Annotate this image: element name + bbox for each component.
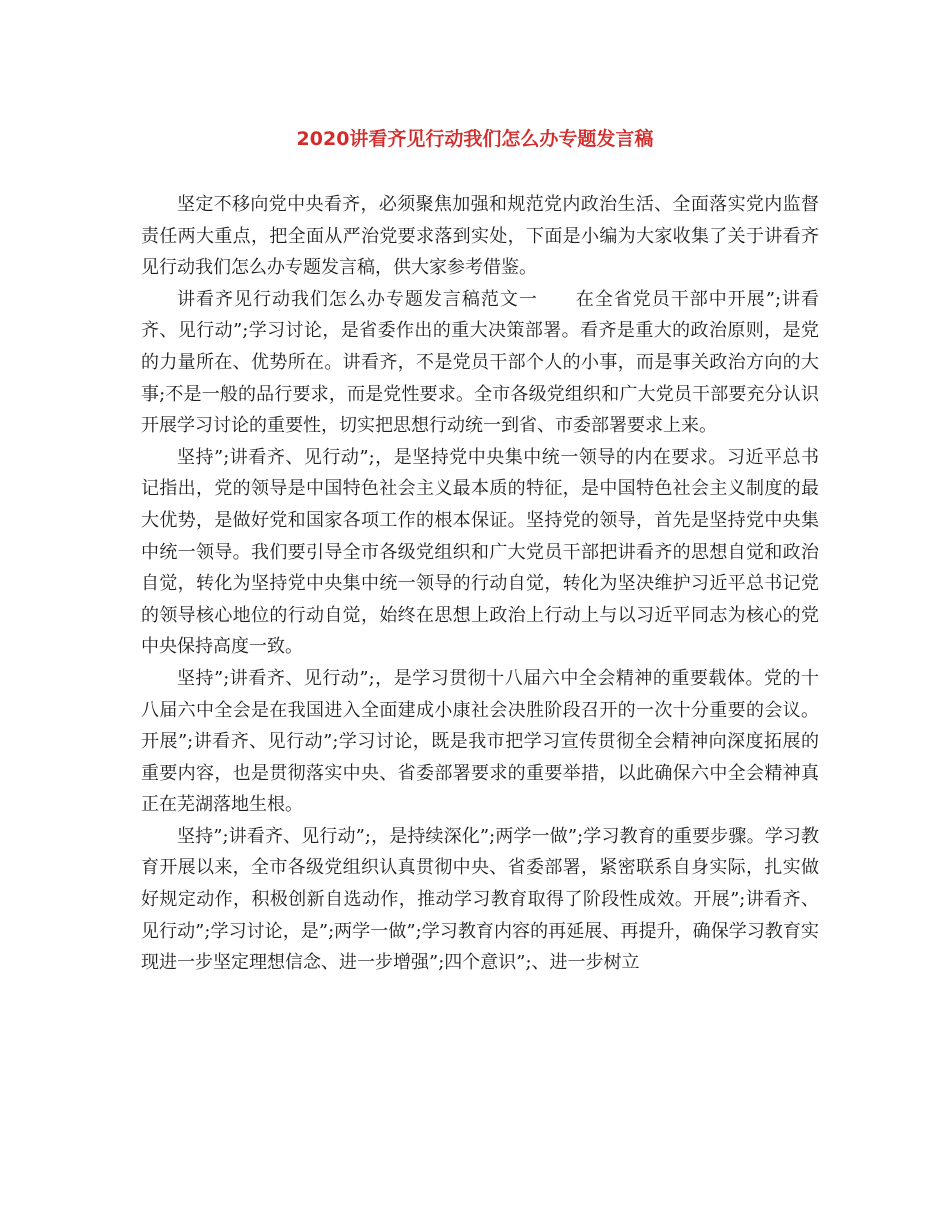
paragraph-intro: 坚定不移向党中央看齐，必须聚焦加强和规范党内政治生活、全面落实党内监督责任两大重点，把全面从严治党要求落到实处，下面是小编为大家收集了关于讲看齐见行动我们怎么办专题发言稿，供大家参考借鉴。 [141, 194, 819, 279]
paragraph-party-leadership: 坚持”;讲看齐、见行动”;，是坚持党中央集中统一领导的内在要求。习近平总书记指出，党的领导是中国特色社会主义最本质的特征，是中国特色社会主义制度的最大优势，是做好党和国家各项工作的根本保证。坚持党的领导，首先是坚持党中央集中统一领导。我们要引导全市各级党组织和广大党员干部把讲看齐的思想自觉和政治自觉，转化为坚持党中央集中统一领导的行动自觉，转化为坚决维护习近平总书记党的领导核心地位的行动自觉，始终在思想上政治上行动上与以习近平同志为核心的党中央保持高度一致。 [141, 446, 819, 658]
document-body [141, 189, 819, 979]
paragraph-sample-one: 讲看齐见行动我们怎么办专题发言稿范文一 在全省党员干部中开展”;讲看齐、见行动”;学习讨论，是省委作出的重大决策部署。看齐是重大的政治原则，是党的力量所在、优势所在。讲看齐，不是党员干部个人的小事，而是事关政治方向的大事;不是一般的品行要求，而是党性要求。全市各级党组织和广大党员干部要充分认识开展学习讨论的重要性，切实把思想行动统一到省、市委部署要求上来。 [141, 288, 819, 437]
paragraph-two-studies: 坚持”;讲看齐、见行动”;，是持续深化”;两学一做”;学习教育的重要步骤。学习教育开展以来，全市各级党组织认真贯彻中央、省委部署，紧密联系自身实际，扎实做好规定动作，积极创新自选动作，推动学习教育取得了阶段性成效。开展”;讲看齐、见行动”;学习讨论，是”;两学一做”;学习教育内容的再延展、再提升，确保学习教育实现进一步坚定理想信念、进一步增强”;四个意识”;、进一步树立 [141, 825, 819, 974]
paragraph-sixth-plenum: 坚持”;讲看齐、见行动”;，是学习贯彻十八届六中全会精神的重要载体。党的十八届六中全会是在我国进入全面建成小康社会决胜阶段召开的一次十分重要的会议。开展”;讲看齐、见行动”;学习讨论，既是我市把学习宣传贯彻全会精神向深度拓展的重要内容，也是贯彻落实中央、省委部署要求的重要举措，以此确保六中全会精神真正在芜湖落地生根。 [141, 667, 819, 816]
document-title: 2020讲看齐见行动我们怎么办专题发言稿 [296, 128, 654, 150]
